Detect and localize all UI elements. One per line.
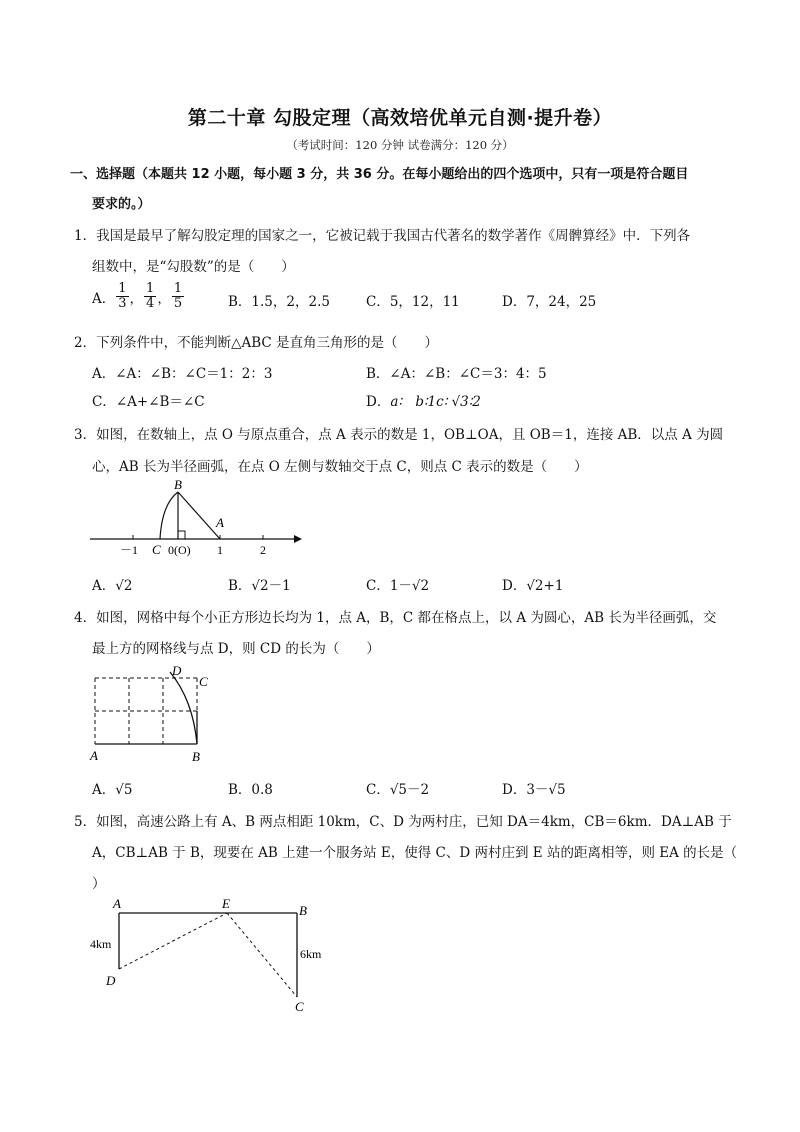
label-c: C xyxy=(152,542,161,557)
q1-option-c[interactable]: C．5，12，11 xyxy=(366,294,460,310)
label-d: D xyxy=(106,973,116,988)
label-e: E xyxy=(222,896,230,911)
page-subtitle: （考试时间：120 分钟 试卷满分：120 分） xyxy=(286,138,514,152)
q4-option-b[interactable]: B．0.8 xyxy=(228,782,273,798)
axis-arrow-icon xyxy=(294,535,302,543)
q5-highway-figure xyxy=(86,893,336,1017)
option-label: D． xyxy=(366,394,391,410)
label-c: C xyxy=(295,999,304,1013)
separator: ， xyxy=(157,290,171,307)
segment-de xyxy=(119,913,227,969)
fraction: $\frac{1}{3}$ xyxy=(118,281,127,311)
label-two: 2 xyxy=(260,543,266,557)
label-b: B xyxy=(174,477,182,492)
q5-stem-line3: ） xyxy=(92,876,106,892)
q3-option-c[interactable]: C．1－√2 xyxy=(366,578,430,594)
fraction: $\frac{1}{4}$ xyxy=(146,281,155,311)
q4-grid-figure xyxy=(86,660,216,772)
q2-stem: 2．下列条件中，不能判断△ABC 是直角三角形的是（ ） xyxy=(74,335,439,351)
option-label: A． xyxy=(92,290,116,307)
q3-number-line-figure xyxy=(88,476,308,565)
arc-bd xyxy=(170,672,197,744)
q4-stem-line1: 4．如图，网格中每个小正方形边长均为 1，点 A，B，C 都在格点上，以 A 为圆心，AB 长为半径画弧，交 xyxy=(74,610,717,626)
q4-option-c[interactable]: C．√5－2 xyxy=(366,782,430,798)
q1-option-d[interactable]: D．7，24，25 xyxy=(502,294,597,310)
label-da-length: 4km xyxy=(90,937,112,951)
section-heading-cont: 要求的。） xyxy=(92,197,151,212)
segment-ec xyxy=(227,913,297,997)
label-d: D xyxy=(172,663,182,678)
q3-option-b[interactable]: B．√2－1 xyxy=(228,578,291,594)
label-a: A xyxy=(113,896,121,911)
q2-option-d[interactable] xyxy=(366,390,481,410)
section-heading: 一、选择题（本题共 12 小题，每小题 3 分，共 36 分。在每小题给出的四个选项中，只有一项是符合题目 xyxy=(70,167,689,182)
q3-stem-line1: 3．如图，在数轴上，点 O 与原点重合，点 A 表示的数是 1，OB⊥OA，且 OB＝1，连接 AB．以点 A 为圆 xyxy=(74,427,724,443)
q5-stem-line2: A，CB⊥AB 于 B，现要在 AB 上建一个服务站 E，使得 C、D 两村庄到 E 站的距离相等，则 EA 的长是（ xyxy=(92,845,738,861)
label-a: A xyxy=(216,515,224,530)
segment-ab xyxy=(178,492,220,539)
q3-option-d[interactable]: D．√2+1 xyxy=(502,578,564,594)
right-angle-mark xyxy=(178,531,185,539)
q1-option-b[interactable]: B．1.5，2，2.5 xyxy=(228,294,330,310)
label-minus-one: －1 xyxy=(120,543,139,557)
page-title: 第二十章 勾股定理（高效培优单元自测·提升卷） xyxy=(187,107,613,129)
label-cb-length: 6km xyxy=(300,947,322,961)
fraction: $\frac{1}{5}$ xyxy=(173,281,183,311)
q2-option-a[interactable]: A．∠A：∠B：∠C＝1：2：3 xyxy=(92,366,273,382)
label-b: B xyxy=(299,903,307,918)
dashed-grid xyxy=(95,678,197,744)
q2-option-c[interactable]: C．∠A+∠B＝∠C xyxy=(92,394,205,410)
q1-stem-line2: 组数中，是“勾股数”的是（ ） xyxy=(92,259,295,275)
label-origin: 0(O) xyxy=(168,543,191,557)
label-a: A xyxy=(90,748,98,763)
ratio-expression: a∶ b∶1c∶ √3∶2 xyxy=(390,394,481,410)
q4-stem-line2: 最上方的网格线与点 D，则 CD 的长为（ ） xyxy=(92,641,380,657)
label-c: C xyxy=(199,674,208,689)
q4-option-a[interactable]: A．√5 xyxy=(92,782,133,798)
q4-option-d[interactable]: D．3－√5 xyxy=(502,782,566,798)
q1-stem-line1: 1．我国是最早了解勾股定理的国家之一，它被记载于我国古代著名的数学著作《周髀算经》中．下列各 xyxy=(74,228,691,244)
label-one: 1 xyxy=(217,543,223,557)
q1-option-a[interactable] xyxy=(92,282,185,311)
q2-option-b[interactable]: B．∠A：∠B：∠C＝3：4：5 xyxy=(366,366,547,382)
arc-ac xyxy=(160,492,178,539)
label-b: B xyxy=(192,749,200,764)
q3-stem-line2: 心，AB 长为半径画弧，在点 O 左侧与数轴交于点 C，则点 C 表示的数是（ ） xyxy=(92,459,588,475)
q3-option-a[interactable]: A．√2 xyxy=(92,578,133,594)
separator: ， xyxy=(129,290,144,307)
q5-stem-line1: 5．如图，高速公路上有 A、B 两点相距 10km，C、D 为两村庄，已知 DA＝4km，CB＝6km．DA⊥AB 于 xyxy=(74,814,732,830)
